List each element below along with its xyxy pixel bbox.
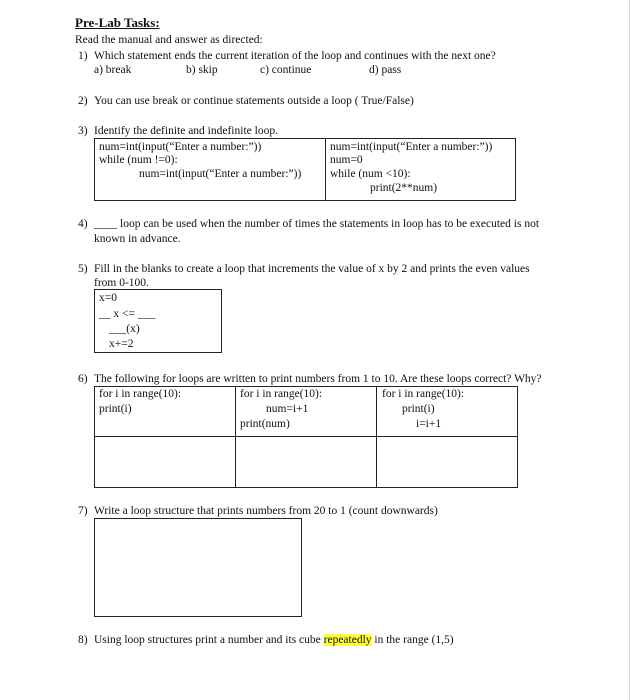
q3-left-code-box: [94, 138, 326, 201]
q7-answer-box: [94, 518, 302, 617]
q6-col1-line: print(i): [99, 403, 132, 415]
q6-col3-line: for i in range(10):: [382, 388, 465, 400]
q8-text: [94, 634, 454, 647]
q3-text: Identify the definite and indefinite loop.: [94, 125, 278, 137]
q1-text: Which statement ends the current iteration of the loop and continues with the next one?: [94, 50, 496, 62]
q6-col3-line: print(i): [402, 403, 435, 415]
q6-col2-line: num=i+1: [266, 403, 309, 415]
q1-option-d: d) pass: [369, 64, 402, 76]
q6-col1-line: for i in range(10):: [99, 388, 182, 400]
q6-col2-line: for i in range(10):: [240, 388, 323, 400]
page-title: Pre-Lab Tasks:: [75, 15, 160, 30]
q5-code-line: __ x <= ___: [99, 308, 156, 320]
q1-option-b: b) skip: [186, 64, 218, 76]
q3-number: 3): [78, 125, 88, 137]
q4-blank: ____: [94, 218, 117, 230]
q6-number: 6): [78, 373, 88, 385]
q7-number: 7): [78, 505, 88, 517]
q5-code-line: ___(x): [109, 323, 140, 335]
q5-text-continued: from 0-100.: [94, 277, 149, 289]
q5-code-box: [94, 289, 222, 353]
q5-number: 5): [78, 263, 88, 275]
q3-left-line: num=int(input(“Enter a number:”)): [99, 141, 262, 153]
q3-right-line: print(2**num): [370, 182, 438, 194]
q7-text: Write a loop structure that prints numbers from 20 to 1 (count downwards): [94, 505, 438, 517]
q4-number: 4): [78, 218, 88, 230]
q3-left-line: while (num !=0):: [99, 154, 178, 166]
q3-right-line: num=0: [330, 154, 363, 166]
q6-col2-line: print(num): [240, 418, 290, 430]
q3-right-code-box: [325, 138, 516, 201]
q8-text-after: in the range (1,5): [374, 634, 454, 646]
q1-option-c: c) continue: [260, 64, 312, 76]
intro-text: Read the manual and answer as directed:: [75, 34, 263, 46]
q5-text: Fill in the blanks to create a loop that increments the value of x by 2 and prints the even values: [94, 263, 530, 275]
q8-text-before: Using loop structures print a number and its cube: [94, 634, 321, 646]
q2-number: 2): [78, 95, 88, 107]
q6-col3-line: i=i+1: [416, 418, 442, 430]
q6-table-row-divider: [94, 436, 518, 437]
q5-code-line: x+=2: [109, 338, 134, 350]
q3-right-line: num=int(input(“Enter a number:”)): [330, 141, 493, 153]
q3-left-line: num=int(input(“Enter a number:”)): [139, 168, 302, 180]
q6-table-divider: [235, 386, 236, 488]
q4-text: loop can be used when the number of times the statements in loop has to be executed is not: [120, 218, 540, 230]
q3-right-line: while (num <10):: [330, 168, 411, 180]
q1-option-a: a) break: [94, 64, 132, 76]
q2-text: You can use break or continue statements outside a loop ( True/False): [94, 95, 414, 107]
q6-table-divider: [376, 386, 377, 488]
q8-highlighted-word: repeatedly: [323, 634, 372, 646]
q1-number: 1): [78, 50, 88, 62]
q6-text: The following for loops are written to print numbers from 1 to 10. Are these loops correct? Why?: [94, 373, 542, 385]
q4-text-continued: known in advance.: [94, 233, 181, 245]
q8-number: 8): [78, 634, 88, 646]
q6-table: [94, 386, 518, 488]
q5-code-line: x=0: [99, 292, 117, 304]
